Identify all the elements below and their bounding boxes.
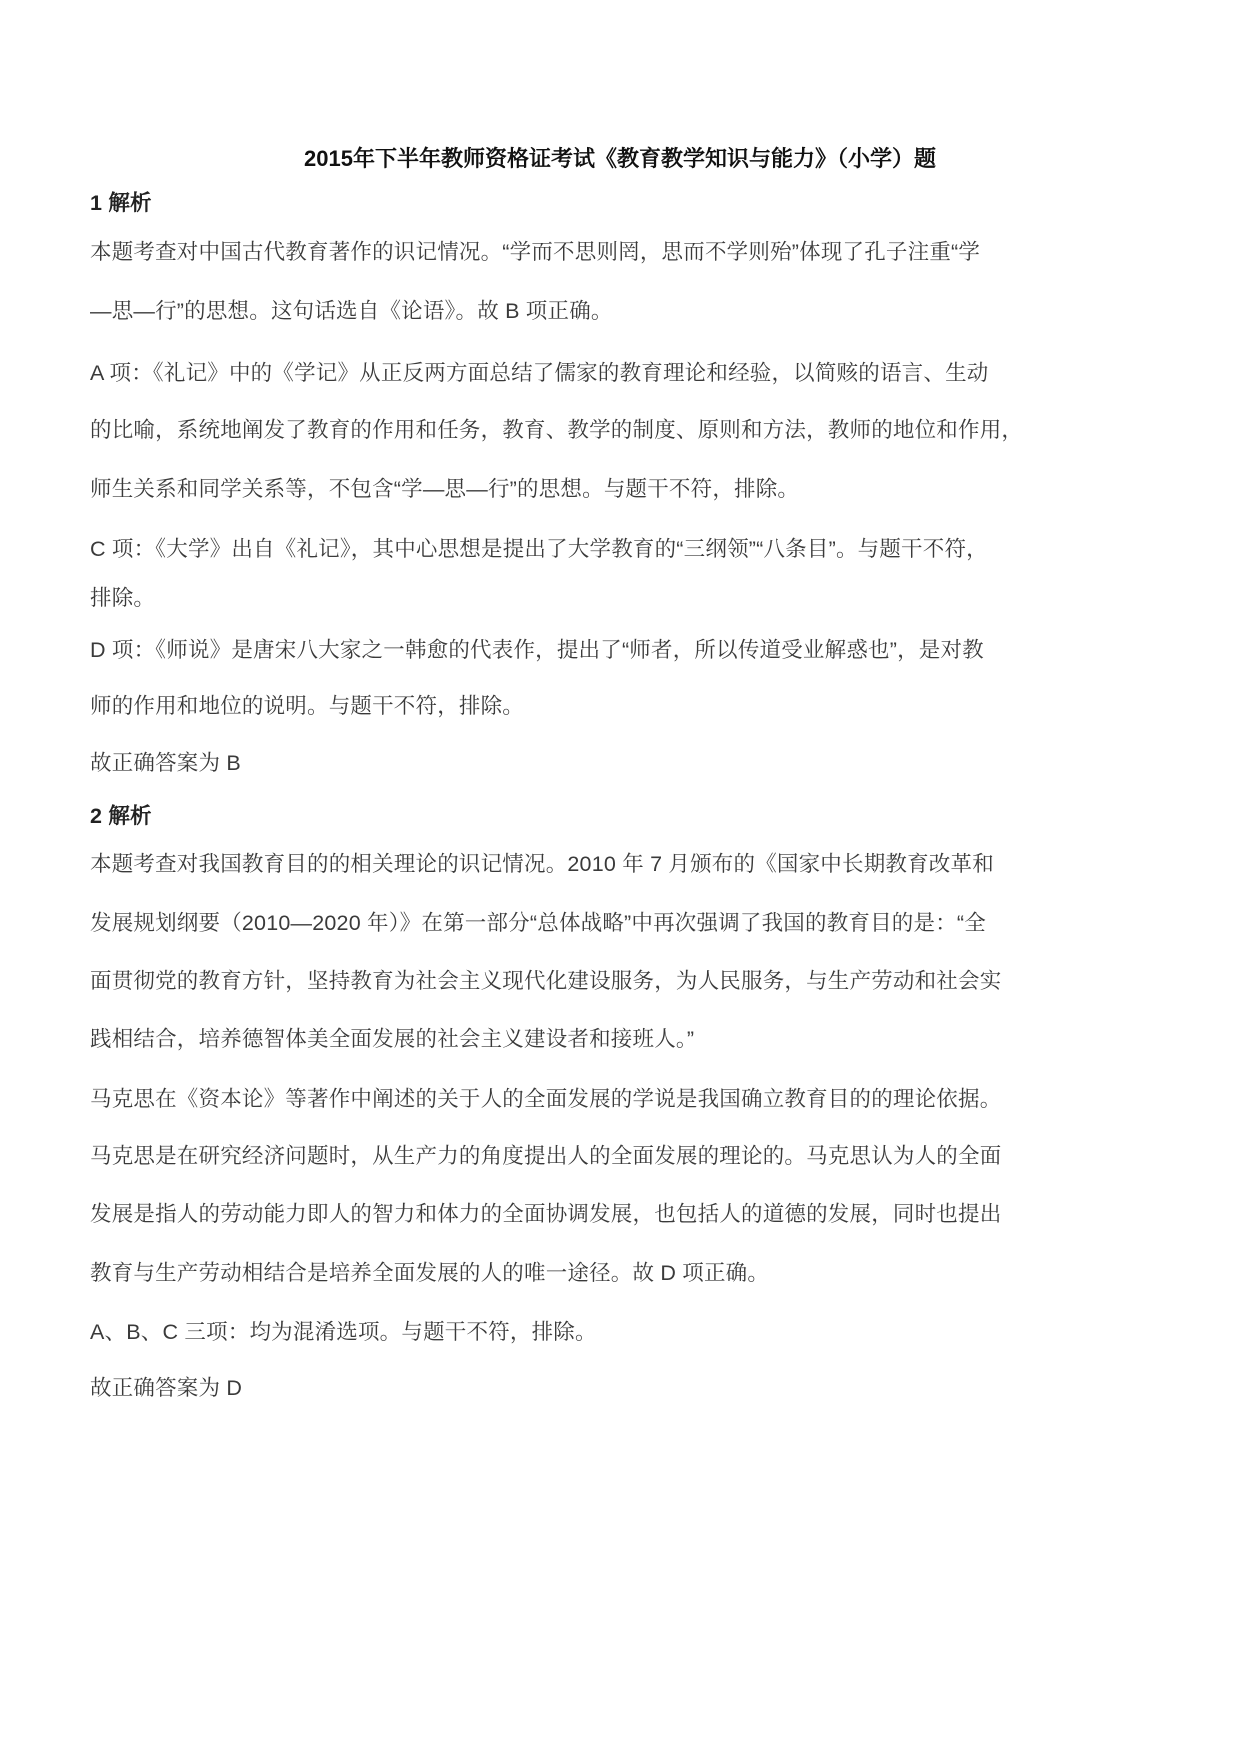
paragraph-line: 排除。 [90, 586, 156, 610]
paragraph-line: D 项：《师说》是唐宋八大家之一韩愈的代表作，提出了“师者，所以传道受业解惑也”，是对教 [90, 638, 984, 662]
paragraph-line: 师的作用和地位的说明。与题干不符，排除。 [90, 694, 525, 718]
section-heading: 2 解析 [90, 804, 152, 828]
paragraph-line: 面贯彻党的教育方针，坚持教育为社会主义现代化建设服务，为人民服务，与生产劳动和社会实 [90, 969, 1002, 993]
paragraph-line: A 项：《礼记》中的《学记》从正反两方面总结了儒家的教育理论和经验，以简赅的语言、生动 [90, 361, 989, 385]
paragraph-line: C 项：《大学》出自《礼记》，其中心思想是提出了大学教育的“三纲领”“八条目”。与题干不符， [90, 537, 988, 561]
answer-line: 故正确答案为 D [90, 1376, 243, 1400]
paragraph-line: 的比喻，系统地阐发了教育的作用和任务，教育、教学的制度、原则和方法，教师的地位和作用， [90, 418, 1024, 442]
paragraph-line: 本题考查对我国教育目的的相关理论的识记情况。2010 年 7 月颁布的《国家中长期教育改革和 [90, 852, 994, 876]
paragraph-line: 发展规划纲要（2010—2020 年）》在第一部分“总体战略”中再次强调了我国的教育目的是：“全 [90, 911, 986, 935]
paragraph-line: —思—行”的思想。这句话选自《论语》。故 B 项正确。 [90, 299, 613, 323]
paragraph-line: 发展是指人的劳动能力即人的智力和体力的全面协调发展，也包括人的道德的发展，同时也提出 [90, 1202, 1002, 1226]
paragraph-line: A、B、C 三项：均为混淆选项。与题干不符，排除。 [90, 1320, 597, 1344]
document-title: 2015年下半年教师资格证考试《教育教学知识与能力》（小学）题 [304, 146, 936, 171]
paragraph-line: 马克思是在研究经济问题时，从生产力的角度提出人的全面发展的理论的。马克思认为人的全面 [90, 1144, 1002, 1168]
answer-line: 故正确答案为 B [90, 751, 241, 775]
paragraph-line: 师生关系和同学关系等，不包含“学—思—行”的思想。与题干不符，排除。 [90, 477, 800, 501]
paragraph-line: 践相结合，培养德智体美全面发展的社会主义建设者和接班人。” [90, 1027, 695, 1051]
section-heading: 1 解析 [90, 191, 152, 215]
paragraph-line: 马克思在《资本论》等著作中阐述的关于人的全面发展的学说是我国确立教育目的的理论依据。 [90, 1087, 1002, 1111]
paragraph-line: 教育与生产劳动相结合是培养全面发展的人的唯一途径。故 D 项正确。 [90, 1261, 770, 1285]
paragraph-line: 本题考查对中国古代教育著作的识记情况。“学而不思则罔，思而不学则殆”体现了孔子注重“学 [90, 240, 981, 264]
